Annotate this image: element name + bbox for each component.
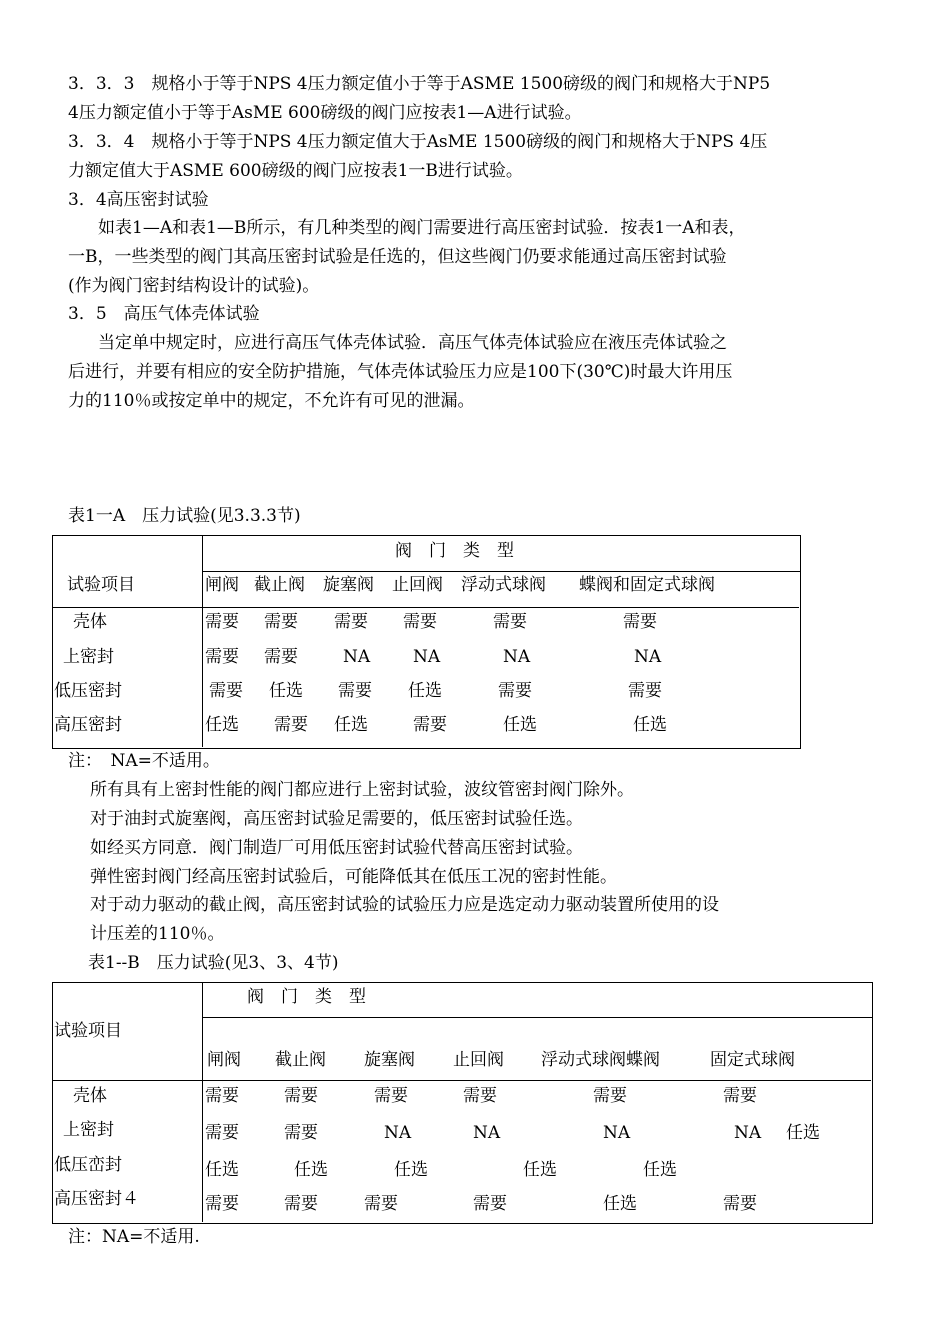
table-b-body-rule xyxy=(53,1080,871,1081)
table-a-row-label: 低压密封 xyxy=(54,681,122,701)
table-b-cell: 任选 xyxy=(294,1160,328,1180)
table-a-cell: 需要 xyxy=(338,681,372,701)
table-a xyxy=(52,535,801,749)
table-a-note-3: 如经买方同意．阀门制造厂可用低压密封试验代替高压密封试验。 xyxy=(90,838,583,858)
table-a-col-floating-ball: 浮动式球阀 xyxy=(461,575,546,595)
heading-3-5: 3．5 高压气体壳体试验 xyxy=(68,304,260,324)
table-a-body-rule xyxy=(53,607,799,608)
para-34-line3: (作为阀门密封结构设计的试验)。 xyxy=(68,276,320,296)
table-a-cell: 需要 xyxy=(498,681,532,701)
table-b-divider xyxy=(202,983,203,1222)
table-a-cell: NA xyxy=(503,647,531,667)
table-b-cell: 需要 xyxy=(205,1194,239,1214)
table-a-caption: 表1一A 压力试验(见3.3.3节) xyxy=(68,506,301,526)
table-a-col-butterfly-fixed-ball: 蝶阀和固定式球阀 xyxy=(579,575,715,595)
table-b-cell: 需要 xyxy=(284,1086,318,1106)
table-b-col-check: 止回阀 xyxy=(453,1050,504,1070)
table-a-cell: 需要 xyxy=(205,647,239,667)
table-b-cell: 需要 xyxy=(205,1086,239,1106)
table-a-row-label: 上密封 xyxy=(63,647,114,667)
table-b-col-floating-ball-butterfly: 浮动式球阀蝶阀 xyxy=(541,1050,660,1070)
table-b-cell: 需要 xyxy=(364,1194,398,1214)
table-a-cell: 任选 xyxy=(503,715,537,735)
table-b-test-item-label: 试验项目 xyxy=(54,1021,122,1041)
table-a-note-2: 对于油封式旋塞阀，高压密封试验足需要的，低压密封试验任选。 xyxy=(90,809,583,829)
table-a-row-label: 壳体 xyxy=(73,612,107,632)
table-a-cell: 需要 xyxy=(493,612,527,632)
table-b-cell: 需要 xyxy=(463,1086,497,1106)
table-b-col-globe: 截止阀 xyxy=(275,1050,326,1070)
table-a-col-check: 止回阀 xyxy=(392,575,443,595)
table-b-cell: 需要 xyxy=(284,1194,318,1214)
table-a-cell: 需要 xyxy=(623,612,657,632)
table-b-cell: 任选 xyxy=(786,1123,820,1143)
para-333-line2: 4压力额定值小于等于AsME 600磅级的阀门应按表1—A进行试验。 xyxy=(68,103,582,123)
table-b-col-gate: 闸阀 xyxy=(207,1050,241,1070)
table-b-row-label: 低压峦封 xyxy=(54,1155,122,1175)
table-b-cell: 任选 xyxy=(205,1160,239,1180)
para-35-line3: 力的110％或按定单中的规定，不允许有可见的泄漏。 xyxy=(68,391,475,411)
para-34-line1: 如表1—A和表1—B所示，有几种类型的阀门需要进行高压密封试验．按表1一A和表， xyxy=(98,218,746,238)
table-a-note-4: 弹性密封阀门经高压密封试验后，可能降低其在低压工况的密封性能。 xyxy=(90,867,617,887)
table-a-cell: 需要 xyxy=(264,647,298,667)
table-b-col-fixed-ball: 固定式球阀 xyxy=(710,1050,795,1070)
table-a-cell: 需要 xyxy=(274,715,308,735)
table-b-cell: NA xyxy=(473,1123,501,1143)
table-a-note-na: 注： NA=不适用。 xyxy=(68,751,220,771)
table-b-cell: NA xyxy=(384,1123,412,1143)
table-b-cell: 需要 xyxy=(374,1086,408,1106)
table-a-note-1: 所有具有上密封性能的阀门都应进行上密封试验，波纹管密封阀门除外。 xyxy=(90,780,634,800)
table-a-cell: 任选 xyxy=(205,715,239,735)
table-a-col-gate: 闸阀 xyxy=(205,575,239,595)
table-a-test-item-label: 试验项目 xyxy=(67,575,135,595)
table-a-cell: 需要 xyxy=(205,612,239,632)
table-b-cell: 需要 xyxy=(284,1123,318,1143)
table-a-col-globe: 截止阀 xyxy=(254,575,305,595)
table-b-valve-type-label: 阀 门 类 型 xyxy=(247,987,366,1007)
table-b-header-rule xyxy=(202,1017,872,1018)
table-a-note-5: 对于动力驱动的截止阀，高压密封试验的试验压力应是选定动力驱动装置所使用的设 xyxy=(90,895,719,915)
table-b-row-label: 上密封 xyxy=(63,1120,114,1140)
para-333-line1: 3．3．3 规格小于等于NPS 4压力额定值小于等于ASME 1500磅级的阀门和规格大于NP5 xyxy=(68,74,771,94)
table-b-cell: 任选 xyxy=(603,1194,637,1214)
table-b-cell: 需要 xyxy=(723,1194,757,1214)
para-334-line2: 力额定值大于ASME 600磅级的阀门应按表1一B进行试验。 xyxy=(68,161,523,181)
heading-3-4: 3．4高压密封试验 xyxy=(68,190,209,210)
table-a-cell: 需要 xyxy=(264,612,298,632)
table-b-cell: 需要 xyxy=(473,1194,507,1214)
table-b-note-na: 注：NA=不适用. xyxy=(68,1227,200,1247)
table-b-caption: 表1--B 压力试验(见3、3、4节) xyxy=(88,953,339,973)
table-a-cell: 任选 xyxy=(334,715,368,735)
table-b-cell: NA xyxy=(603,1123,631,1143)
table-a-cell: 需要 xyxy=(628,681,662,701)
table-b-row-label: 高压密封４ xyxy=(54,1189,139,1209)
table-a-valve-type-label: 阀 门 类 型 xyxy=(395,541,514,561)
para-35-line2: 后进行，并要有相应的安全防护措施，气体壳体试验压力应是100下(30℃)时最大许用压 xyxy=(68,362,733,382)
table-b-cell: 需要 xyxy=(593,1086,627,1106)
table-b-cell: 任选 xyxy=(523,1160,557,1180)
table-a-note-6: 计压差的110％。 xyxy=(90,924,225,944)
table-b-cell: 任选 xyxy=(394,1160,428,1180)
table-a-cell: 需要 xyxy=(403,612,437,632)
table-a-cell: NA xyxy=(634,647,662,667)
para-334-line1: 3．3．4 规格小于等于NPS 4压力额定值大于AsME 1500磅级的阀门和规格大于NPS 4压 xyxy=(68,132,768,152)
table-a-cell: 需要 xyxy=(413,715,447,735)
table-b-cell: 需要 xyxy=(723,1086,757,1106)
table-a-cell: 任选 xyxy=(408,681,442,701)
table-b-cell: 任选 xyxy=(643,1160,677,1180)
table-a-cell: 需要 xyxy=(209,681,243,701)
para-35-line1: 当定单中规定时，应进行高压气体壳体试验．高压气体壳体试验应在液压壳体试验之 xyxy=(98,333,727,353)
table-b-col-plug: 旋塞阀 xyxy=(364,1050,415,1070)
table-b-cell: NA xyxy=(734,1123,762,1143)
table-a-cell: 任选 xyxy=(269,681,303,701)
table-b xyxy=(52,982,873,1224)
table-a-header-rule xyxy=(202,571,800,572)
table-b-row-label: 壳体 xyxy=(73,1086,107,1106)
para-34-line2: 一B，一些类型的阀门其高压密封试验是任选的，但这些阀门仍要求能通过高压密封试验 xyxy=(68,247,727,267)
table-a-cell: 任选 xyxy=(633,715,667,735)
table-a-divider xyxy=(202,536,203,747)
table-a-col-plug: 旋塞阀 xyxy=(323,575,374,595)
table-a-cell: NA xyxy=(343,647,371,667)
table-a-row-label: 高压密封 xyxy=(54,715,122,735)
table-b-cell: 需要 xyxy=(205,1123,239,1143)
table-a-cell: 需要 xyxy=(334,612,368,632)
table-a-cell: NA xyxy=(413,647,441,667)
